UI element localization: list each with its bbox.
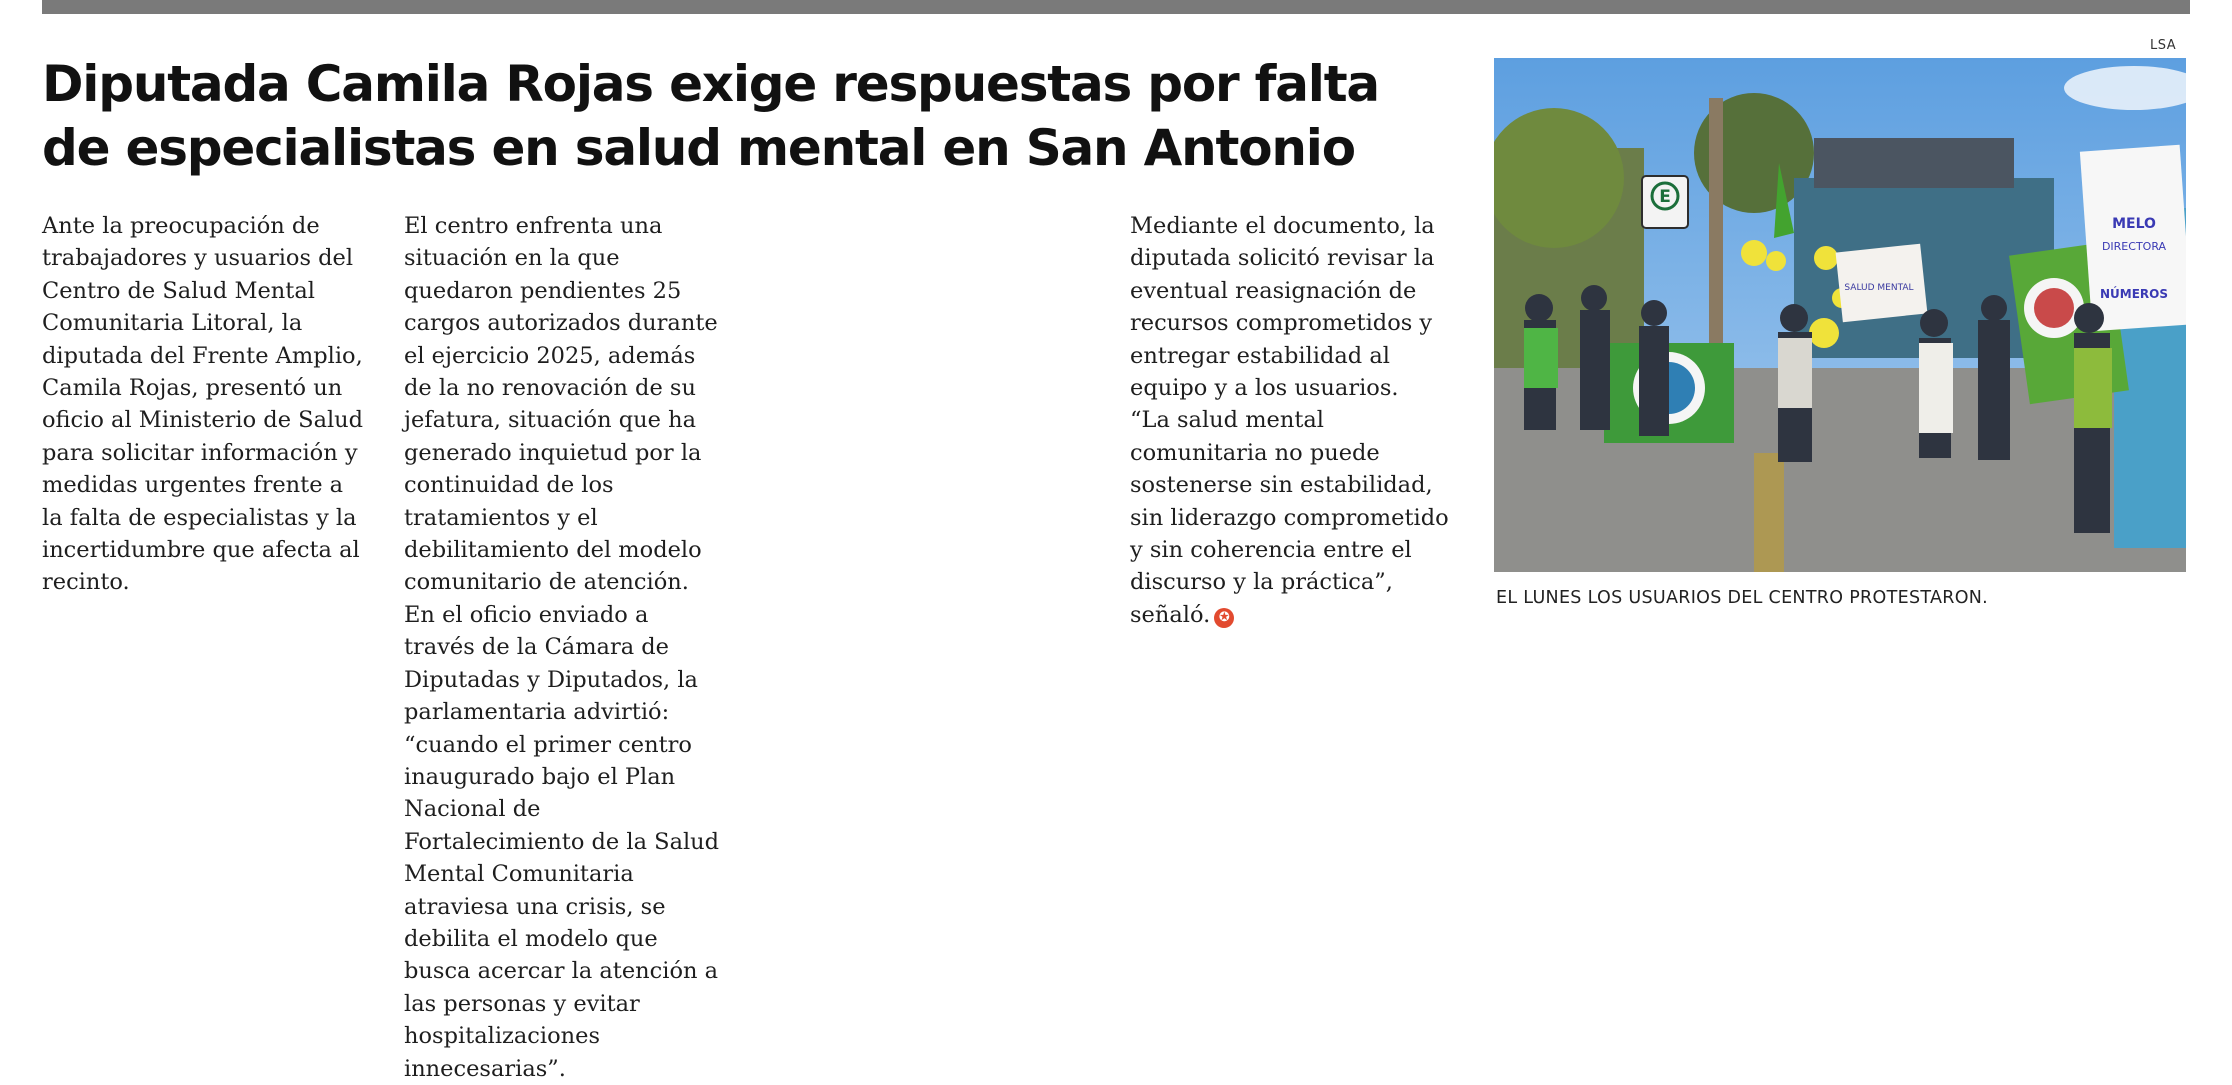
protest-photo-illustration xyxy=(1494,58,2186,572)
end-mark-icon: ✪ xyxy=(1214,608,1234,628)
headline-line-2: de especialistas en salud mental en San Antonio xyxy=(42,119,1355,177)
top-rule xyxy=(42,0,2190,14)
paragraph-quote xyxy=(1130,404,1460,631)
protest-sign-right-line-3: NÚMEROS xyxy=(2099,287,2169,301)
paragraph-intro: Ante la preocupación de trabajadores y usuarios del Centro de Salud Mental Comunitaria Litoral, la diputada del Frente Amplio, Camila Rojas, presentó un oficio al Ministerio de Salud para solicitar información y medidas urgentes frente a la falta de especialistas y la incertidumbre que afecta al recinto. xyxy=(42,213,364,596)
protest-sign-right-line-2: DIRECTORA xyxy=(2101,240,2167,253)
protest-sign-left-text: SALUD MENTAL xyxy=(1844,283,1914,293)
photo-caption: EL LUNES LOS USUARIOS DEL CENTRO PROTESTARON. xyxy=(1496,588,1989,608)
headline xyxy=(42,52,1462,180)
paragraph-oficio: En el oficio enviado a través de la Cámara de Diputadas y Diputados, la parlamentaria advirtió: “cuando el primer centro inaugurado bajo el Plan Nacional de Fortalecimiento de la Salud Mental Comunitaria atraviesa una crisis, se debilita el modelo que busca acercar la atención a las personas y evitar hospitalizaciones innecesarias”. xyxy=(404,601,720,1082)
protest-sign-right-line-1: MELO xyxy=(2112,216,2156,232)
article-column-1 xyxy=(42,210,364,599)
paragraph-situation: El centro enfrenta una situación en la que quedaron pendientes 25 cargos autorizados durante el ejercicio 2025, además de la no renovación de su jefatura, situación que ha generado inquietud por la continuidad de los tratamientos y el debilitamiento del modelo comunitario de atención. xyxy=(404,213,718,596)
street-sign-letter: E xyxy=(1659,187,1671,207)
protest-photo xyxy=(1494,58,2186,572)
paragraph-document: Mediante el documento, la diputada solicitó revisar la eventual reasignación de recursos comprometidos y entregar estabilidad al equipo y a los usuarios. xyxy=(1130,213,1435,402)
article-column-2 xyxy=(404,210,726,1085)
headline-line-1: Diputada Camila Rojas exige respuestas por falta xyxy=(42,55,1379,113)
photo-credit: LSA xyxy=(2150,38,2177,53)
quote-text: “La salud mental comunitaria no puede sostenerse sin estabilidad, sin liderazgo comprometido y sin coherencia entre el discurso y la práctica”, señaló. xyxy=(1130,407,1449,628)
article-column-4 xyxy=(1130,210,1460,631)
